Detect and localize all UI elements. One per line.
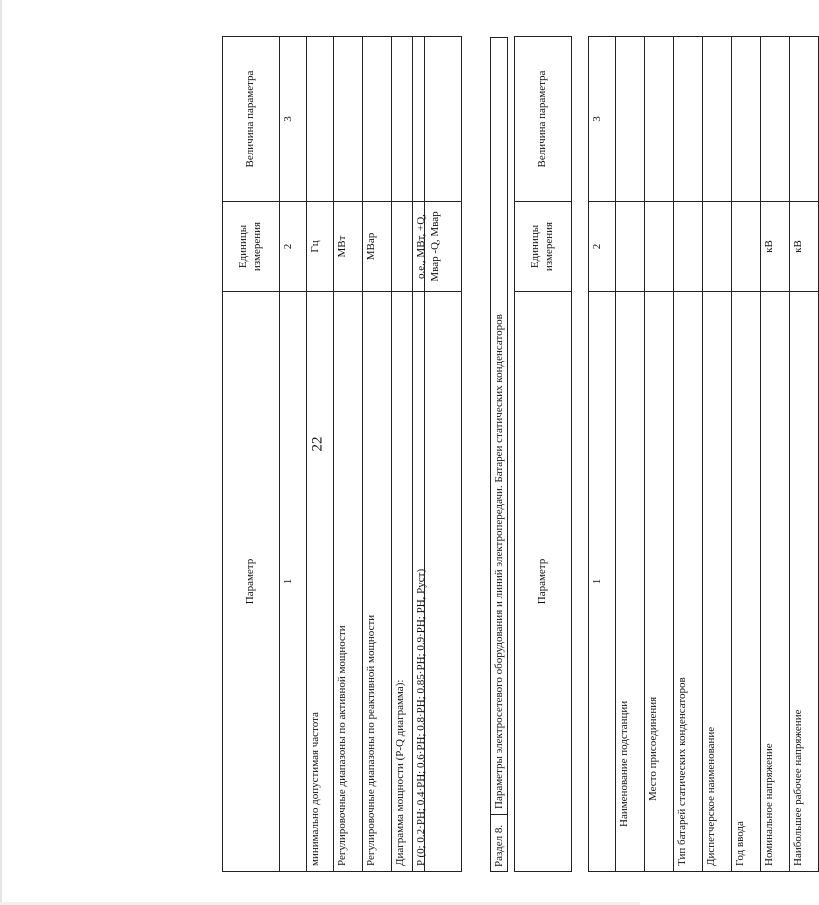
rotated-content-lower: [222, 37, 607, 872]
row-value[interactable]: [790, 37, 819, 202]
row-value[interactable]: [761, 37, 790, 202]
table-pq-row: [412, 36, 462, 872]
table-row: [674, 37, 703, 872]
row-value[interactable]: [645, 37, 674, 202]
row-value[interactable]: [674, 37, 703, 202]
row-units: [645, 202, 674, 292]
row-units: [703, 202, 732, 292]
row-param: Регулировочные диапазоны по реактивной мощности: [363, 292, 392, 872]
row-value[interactable]: [732, 37, 761, 202]
row-param: Диаграмма мощности (P-Q диаграмма):: [392, 292, 425, 872]
row-param: Место присоединения: [645, 292, 674, 872]
table-row: [645, 37, 674, 872]
row-units: о.е., МВт, +Q, Мвар -Q, Мвар: [413, 202, 462, 292]
header-units: Единицы измерения: [515, 202, 572, 292]
section-label: Раздел 8.: [493, 824, 505, 867]
row-param: Номинальное напряжение: [761, 292, 790, 872]
column-number-row: [589, 37, 616, 872]
row-param: Наименование подстанции: [616, 292, 645, 872]
table-row: [616, 37, 645, 872]
header-param: Параметр: [223, 292, 280, 872]
col-number: 3: [280, 37, 307, 202]
row-param: Тип батарей статических конденсаторов: [674, 292, 703, 872]
row-units: кВ: [790, 202, 819, 292]
table-row: [703, 37, 732, 872]
row-units: кВ: [761, 202, 790, 292]
row-units: МВар: [363, 202, 392, 292]
col-number: 2: [280, 202, 307, 292]
table-capacitor-body: [588, 36, 819, 872]
table-row: [732, 37, 761, 872]
page-number: 22: [309, 436, 326, 452]
col-number: 2: [589, 202, 616, 292]
header-value: Величина параметра: [223, 37, 280, 202]
row-units: МВт: [334, 202, 363, 292]
row-value[interactable]: [413, 37, 462, 202]
row-units: [732, 202, 761, 292]
col-number: 1: [280, 292, 307, 872]
row-value[interactable]: [616, 37, 645, 202]
col-number: 1: [589, 292, 616, 872]
row-units: Гц: [307, 202, 334, 292]
row-param: минимально допустимая частота: [307, 292, 334, 872]
section-title: Параметры электросетевого оборудования и линий электропередачи. Батареи статических конденсаторов: [493, 314, 505, 809]
row-param: Наибольшее рабочее напряжение: [790, 292, 819, 872]
row-value[interactable]: [703, 37, 732, 202]
table-row: [761, 37, 790, 872]
row-units: [674, 202, 703, 292]
header-units: Единицы измерения: [223, 202, 280, 292]
header-value: Величина параметра: [515, 37, 572, 202]
table-row: [790, 37, 819, 872]
row-param: Регулировочные диапазоны по активной мощности: [334, 292, 363, 872]
page-edge: [0, 0, 2, 905]
row-param: Год ввода: [732, 292, 761, 872]
row-units: [616, 202, 645, 292]
header-param: Параметр: [515, 292, 572, 872]
row-param: P (0; 0.2·PН; 0.4·PН; 0.6·PН; 0.8·PН; 0.85·PН; 0.9·PН; PН, Pуст): [413, 292, 462, 872]
row-param: Диспетчерское наименование: [703, 292, 732, 872]
table-row: [413, 37, 462, 872]
col-number: 3: [589, 37, 616, 202]
